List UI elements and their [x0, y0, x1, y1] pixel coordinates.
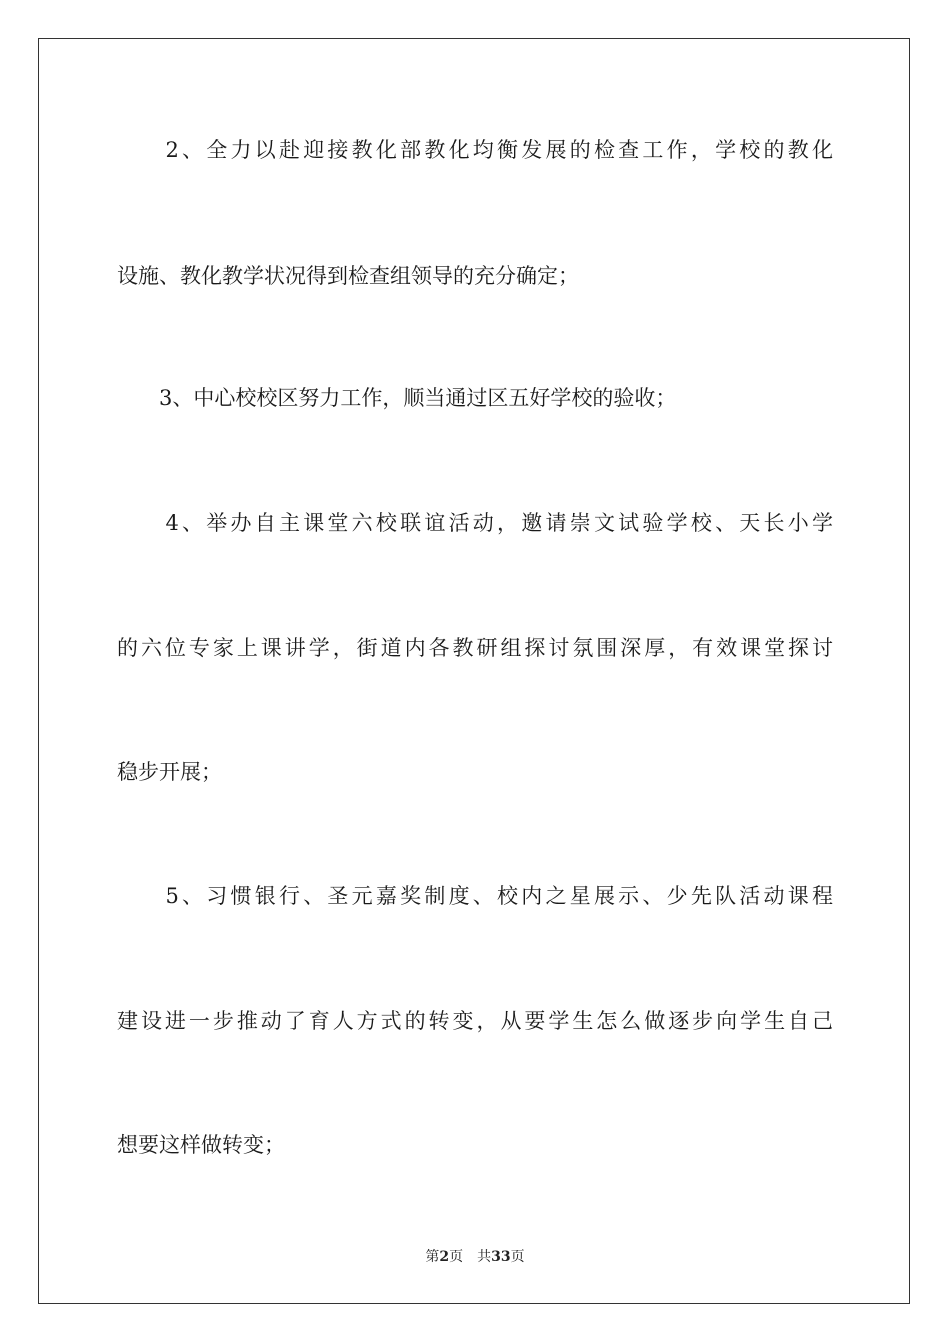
paragraph-5-line-2: 建设进一步推动了育人方式的转变，从要学生怎么做逐步向学生自己 [117, 1009, 833, 1033]
footer-total-prefix: 共 [477, 1249, 492, 1265]
paragraph-4-line-1: 4、举办自主课堂六校联谊活动，邀请崇文试验学校、天长小学 [117, 511, 833, 535]
footer-page-prefix: 第 [425, 1249, 440, 1265]
footer-page-number: 2 [439, 1249, 450, 1265]
paragraph-5-line-3: 想要这样做转变； [117, 1133, 285, 1157]
footer-total-number: 33 [491, 1249, 511, 1265]
footer-total-suffix: 页 [510, 1249, 525, 1265]
paragraph-2-line-1: 2、全力以赴迎接教化部教化均衡发展的检查工作，学校的教化 [117, 138, 833, 162]
paragraph-2-line-2: 设施、教化教学状况得到检查组领导的充分确定； [117, 264, 579, 288]
footer-page-suffix: 页 [449, 1249, 464, 1265]
paragraph-3-line-1: 3、中心校校区努力工作，顺当通过区五好学校的验收； [117, 386, 677, 410]
paragraph-4-line-2: 的六位专家上课讲学，街道内各教研组探讨氛围深厚，有效课堂探讨 [117, 636, 833, 660]
page-border [38, 38, 910, 1304]
paragraph-4-line-3: 稳步开展； [117, 760, 222, 784]
page-footer [0, 1247, 950, 1267]
paragraph-5-line-1: 5、习惯银行、圣元嘉奖制度、校内之星展示、少先队活动课程 [117, 884, 833, 908]
